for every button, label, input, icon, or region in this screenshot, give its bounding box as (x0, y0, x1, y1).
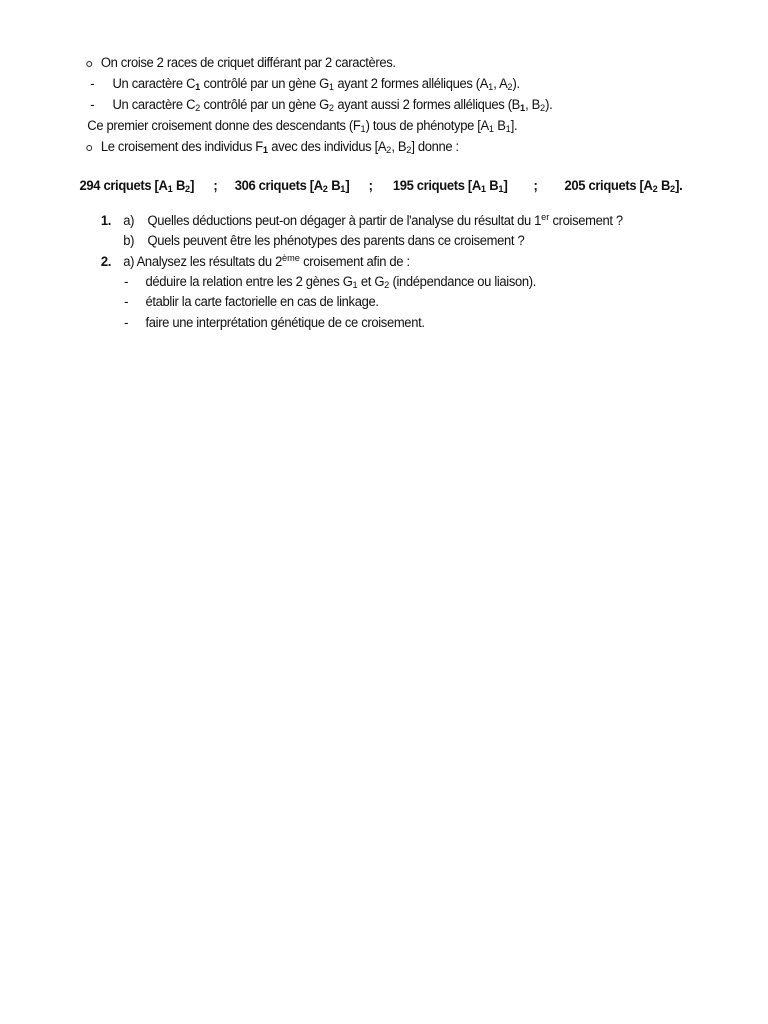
question-2-item-1: déduire la relation entre les 2 gènes $G_1$ et $G_2$ (indépendance ou liaison). (145, 274, 537, 291)
dash-marker: - (90, 76, 95, 91)
dash-marker: - (90, 97, 95, 112)
result-separator: ; (533, 178, 538, 193)
intro-line-1: On croise 2 races de criquet différant par 2 caractères. (100, 55, 396, 70)
question-1a-label: a) (123, 213, 135, 228)
question-2-number: 2. (100, 254, 112, 269)
question-1b-label: b) (123, 233, 135, 248)
question-2-item-3: faire une interprétation génétique de ce croisement. (145, 315, 425, 330)
intro-line-4: Ce premier croisement donne des descendants $(F_1)$ tous de phénotype [$A_1$ $B_1$]. (87, 118, 518, 135)
intro-line-2: Un caractère $C_1$ contrôlé par un gène $G_1$ ayant 2 formes alléliques ($A_1$, $A_2$). (112, 76, 520, 93)
question-1a-text: Quelles déductions peut-on dégager à partir de l'analyse du résultat du 1er croisement ? (147, 212, 623, 228)
dash-marker: - (124, 294, 129, 309)
circle-bullet-icon (86, 145, 92, 151)
question-2-item-2: établir la carte factorielle en cas de linkage. (145, 294, 379, 309)
result-item: 205 criquets [$A_2$ $B_2$]. (564, 178, 683, 195)
result-item: 294 criquets [$A_1$ $B_2$] (79, 178, 195, 195)
question-1b-text: Quels peuvent être les phénotypes des parents dans ce croisement ? (147, 233, 525, 248)
result-separator: ; (213, 178, 218, 193)
result-item: 306 criquets [$A_2$ $B_1$] (234, 178, 350, 195)
circle-bullet-icon (86, 61, 92, 67)
question-1-number: 1. (100, 213, 112, 228)
result-separator: ; (368, 178, 373, 193)
intro-line-3: Un caractère $C_2$ contrôlé par un gène $G_2$ ayant aussi 2 formes alléliques ($B_1$, $B_2$). (112, 97, 553, 114)
dash-marker: - (124, 315, 129, 330)
dash-marker: - (124, 274, 129, 289)
result-item: 195 criquets [$A_1$ $B_1$] (392, 178, 508, 195)
intro-line-5: Le croisement des individus $F_1$ avec des individus [$A_2$, $B_2$] donne : (100, 139, 459, 156)
question-2a-text: a) Analysez les résultats du 2ème croisement afin de : (123, 253, 410, 269)
